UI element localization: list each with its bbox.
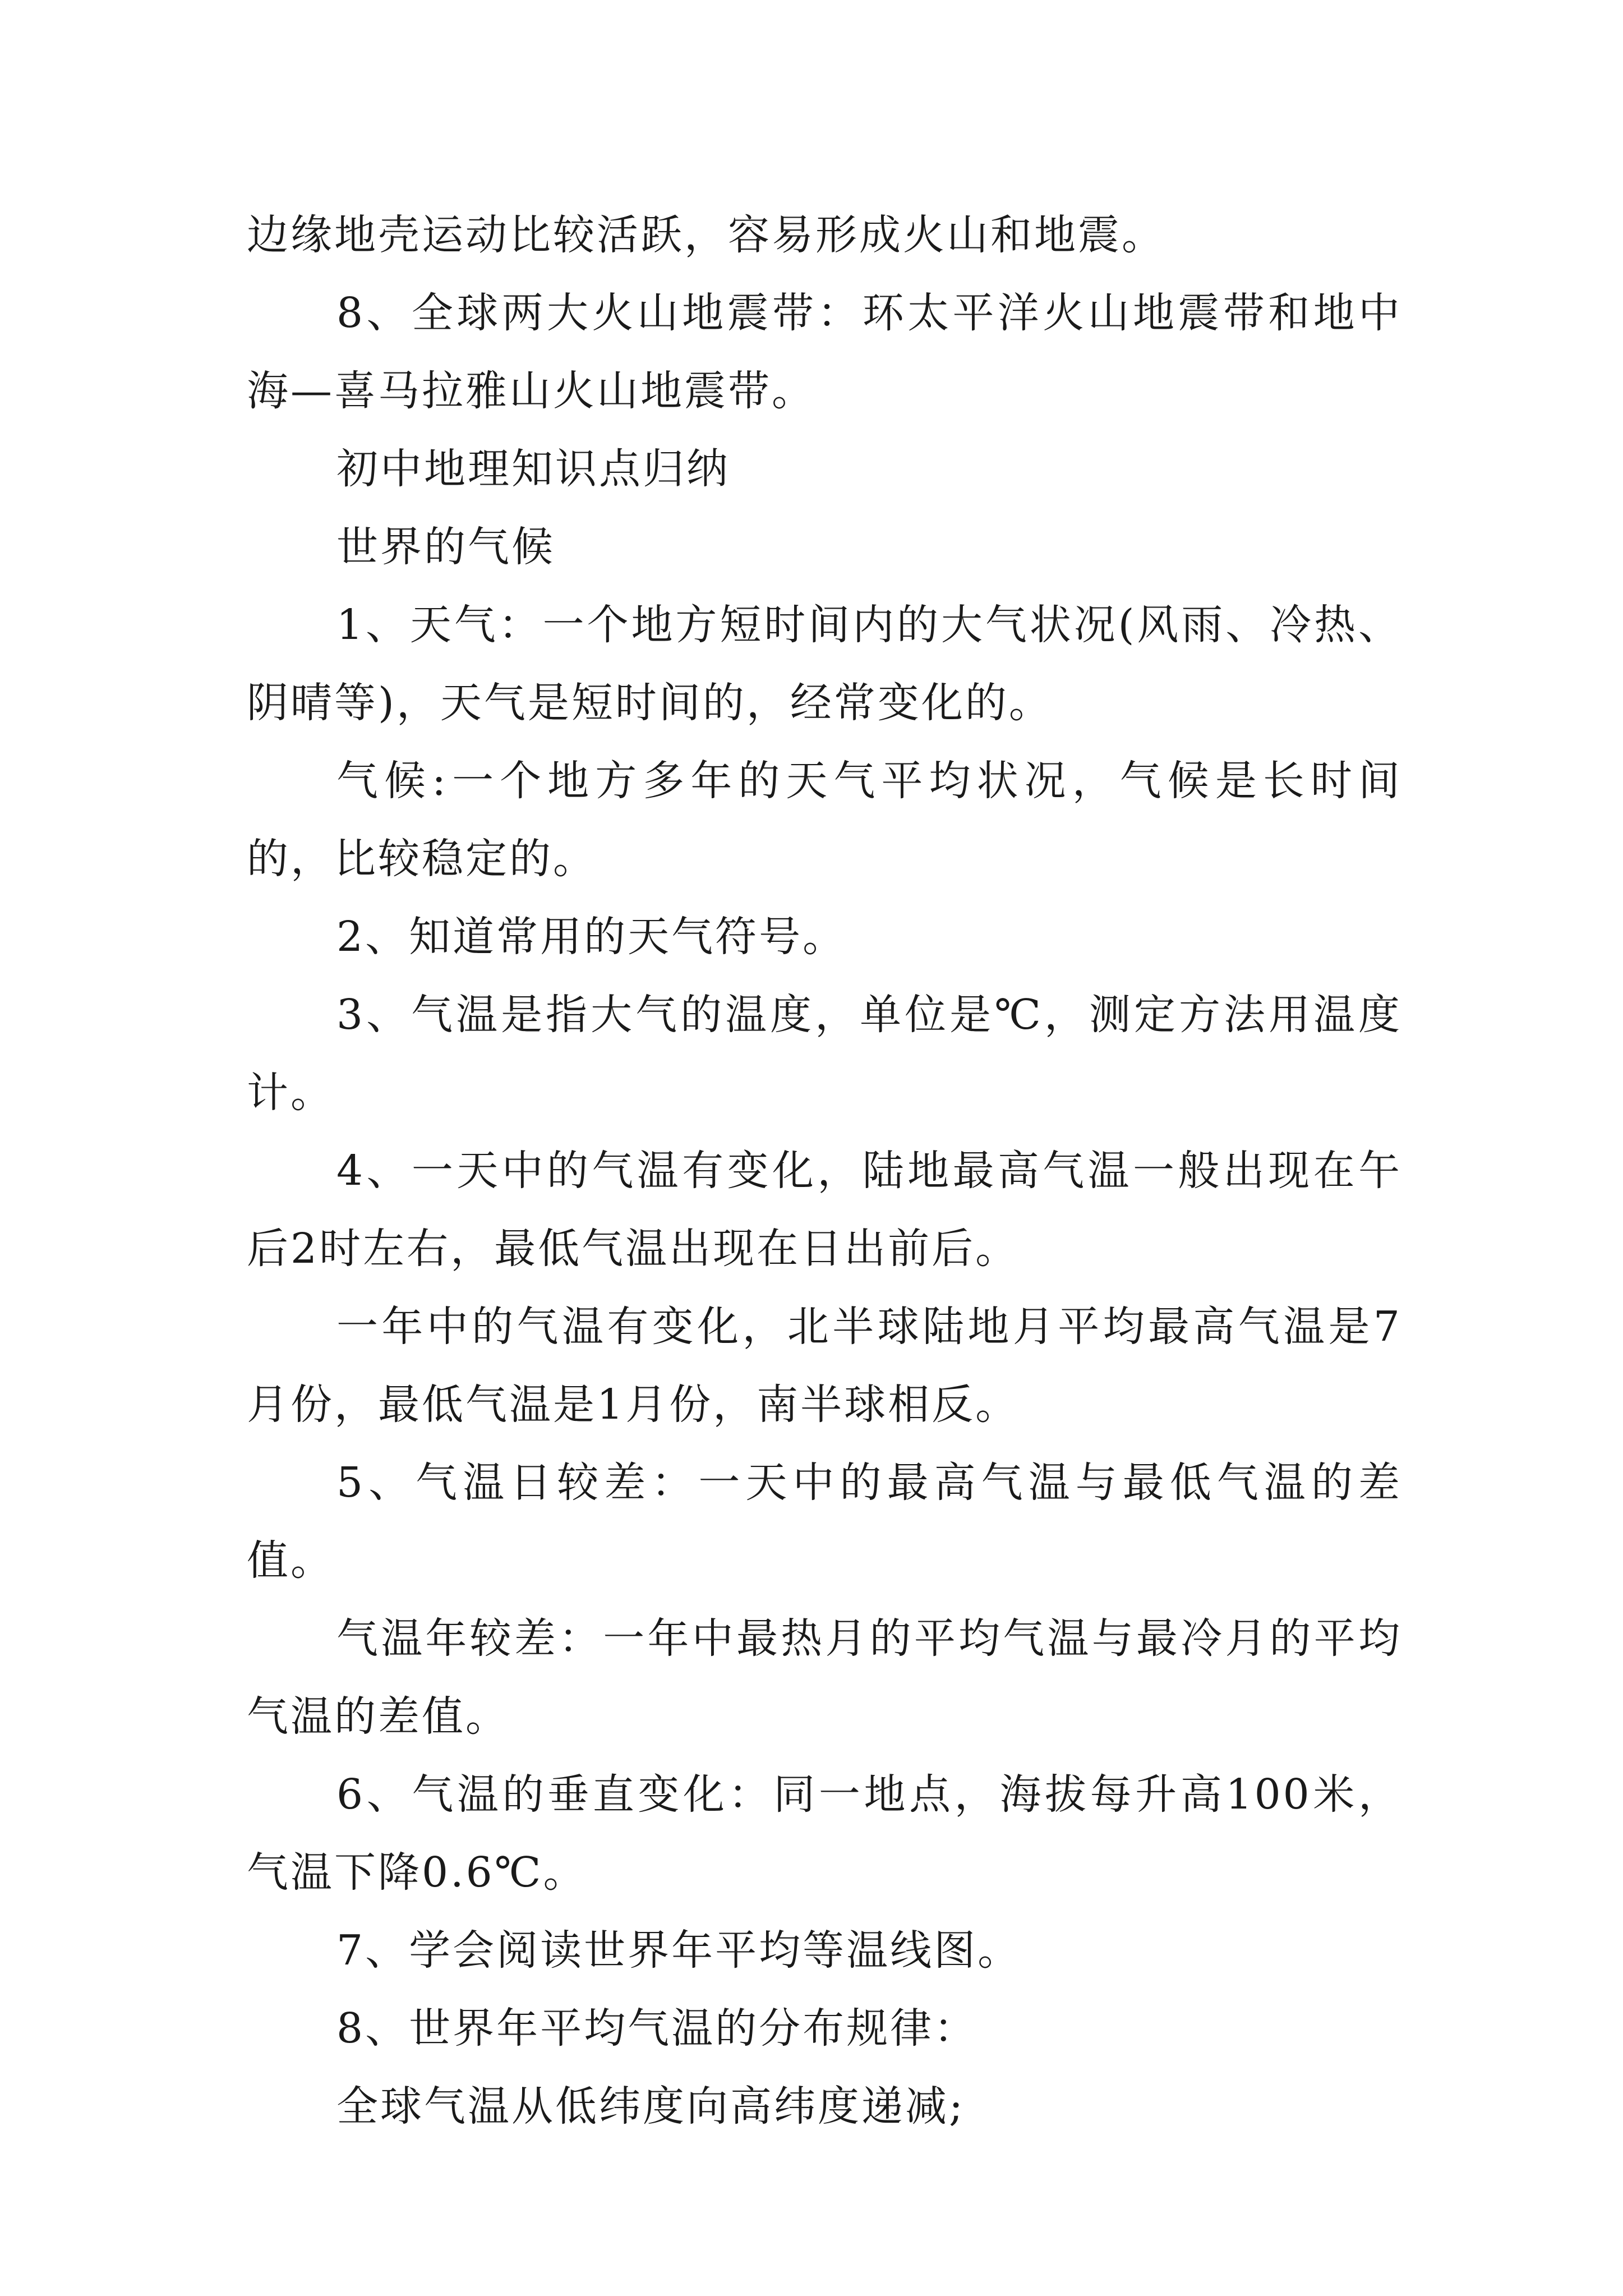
paragraph: 全球气温从低纬度向高纬度递减; <box>336 2082 965 2131</box>
paragraph: 7、学会阅读世界年平均等温线图。 <box>336 1926 1022 1975</box>
section-heading: 初中地理知识点归纳 <box>336 445 730 493</box>
paragraph: 5、气温日较差：一天中的最高气温与最低气温的差值。 <box>247 1458 1402 1585</box>
paragraph: 8、世界年平均气温的分布规律： <box>336 2004 978 2053</box>
paragraph: 8、全球两大火山地震带：环太平洋火山地震带和地中海—喜马拉雅山火山地震带。 <box>247 289 1402 415</box>
paragraph: 一年中的气温有变化，北半球陆地月平均最高气温是7月份，最低气温是1月份，南半球相反。 <box>247 1303 1402 1429</box>
paragraph: 气温年较差：一年中最热月的平均气温与最冷月的平均气温的差值。 <box>247 1614 1402 1741</box>
paragraph: 6、气温的垂直变化：同一地点，海拔每升高100米，气温下降0.6℃。 <box>247 1770 1402 1897</box>
section-subheading: 世界的气候 <box>336 523 555 571</box>
paragraph: 1、天气：一个地方短时间内的大气状况(风雨、冷热、阴晴等)，天气是短时间的，经常变化的。 <box>247 601 1402 727</box>
paragraph: 2、知道常用的天气符号。 <box>336 913 847 961</box>
paragraph: 边缘地壳运动比较活跃，容易形成火山和地震。 <box>247 211 1165 259</box>
paragraph: 气候:一个地方多年的天气平均状况，气候是长时间的，比较稳定的。 <box>247 757 1402 883</box>
paragraph: 4、一天中的气温有变化，陆地最高气温一般出现在午后2时左右，最低气温出现在日出前后。 <box>247 1147 1402 1273</box>
paragraph: 3、气温是指大气的温度，单位是℃，测定方法用温度计。 <box>247 991 1402 1117</box>
document-body <box>247 196 1402 2146</box>
